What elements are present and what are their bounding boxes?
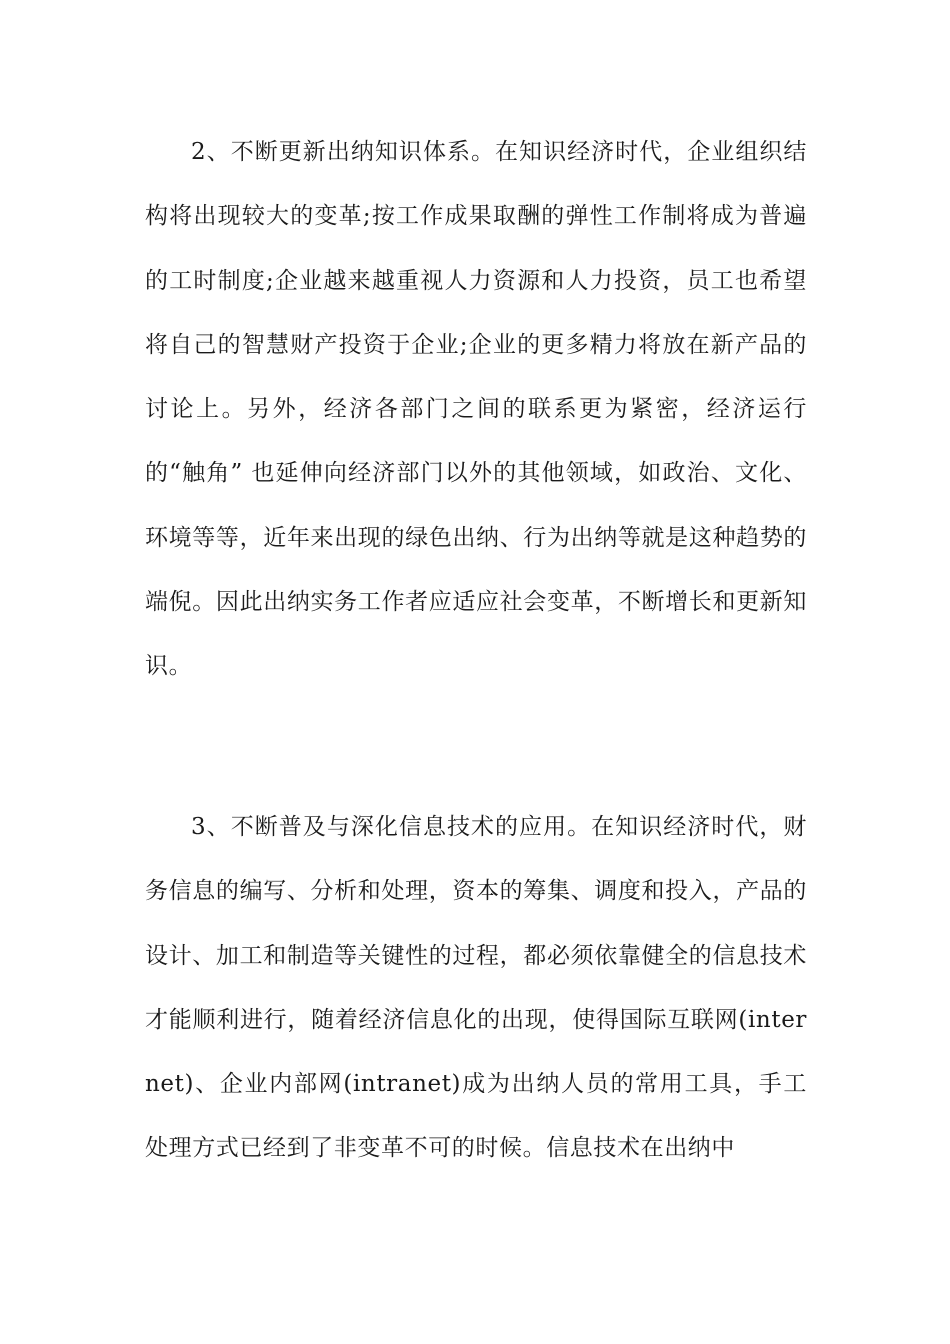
paragraph-update-knowledge: 2、不断更新出纳知识体系。在知识经济时代，企业组织结构将出现较大的变革;按工作成果取酬的弹性工作制将成为普遍的工时制度;企业越来越重视人力资源和人力投资，员工也希望将自己的智慧财产投资于企业;企业的更多精力将放在新产品的讨论上。另外，经济各部门之间的联系更为紧密，经济运行的“触角” 也延伸向经济部门以外的其他领域，如政治、文化、环境等等，近年来出现的绿色出纳、行为出纳等就是这种趋势的端倪。因此出纳实务工作者应适应社会变革，不断增长和更新知识。 — [145, 139, 807, 680]
paragraph-information-technology: 3、不断普及与深化信息技术的应用。在知识经济时代，财务信息的编写、分析和处理，资本的筹集、调度和投入，产品的设计、加工和制造等关键性的过程，都必须依靠健全的信息技术才能顺利进行，随着经济信息化的出现，使得国际互联网(internet)、企业内部网(intranet)成为出纳人员的常用工具，手工处理方式已经到了非变革不可的时候。信息技术在出纳中 — [145, 814, 807, 1162]
